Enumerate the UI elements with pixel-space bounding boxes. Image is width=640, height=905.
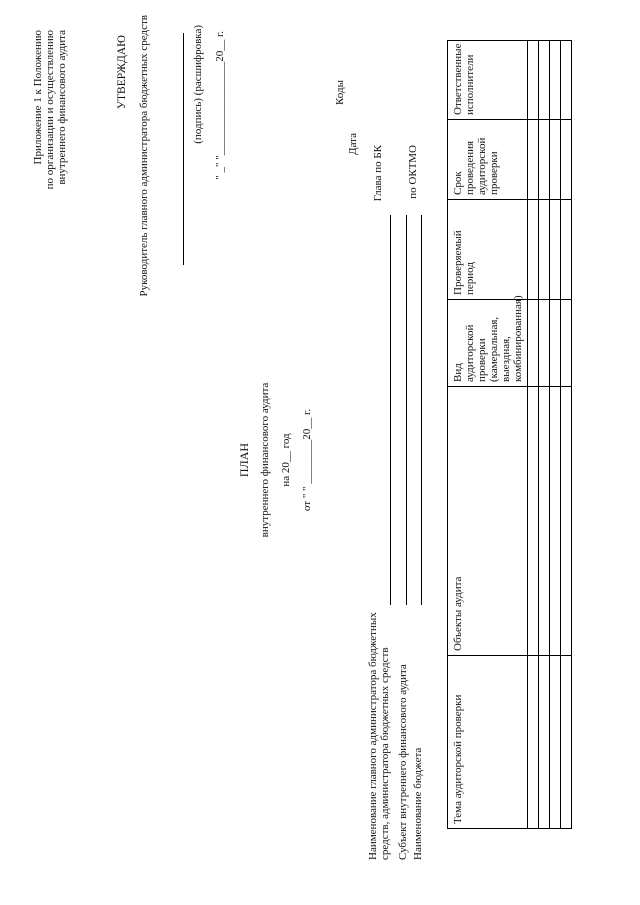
table-cell[interactable]: [539, 300, 550, 387]
plan-date: от " " ________20__ г.: [301, 408, 313, 512]
col-header-topic: Тема аудиторской проверки: [448, 656, 528, 829]
field-admin-label-line-1: Наименование главного администратора бюджетных: [367, 612, 379, 860]
table-cell[interactable]: [539, 200, 550, 300]
table-cell[interactable]: [561, 387, 572, 656]
table-cell[interactable]: [539, 656, 550, 829]
field-admin-line: [390, 215, 391, 605]
approval-date-line: " _" "_________________20__ г.: [214, 31, 226, 180]
codes-header: Коды: [334, 80, 346, 105]
col-header-type: Вид аудиторской проверки (камеральная, выездная, комбинированная): [448, 300, 528, 387]
approve-stamp-text: УТВЕРЖДАЮ: [116, 35, 128, 110]
table-cell[interactable]: [528, 300, 539, 387]
table-cell[interactable]: [528, 41, 539, 120]
table-header-row: [448, 41, 528, 829]
col-header-period: Проверяемый период: [448, 200, 528, 300]
table-cell[interactable]: [528, 656, 539, 829]
audit-plan-table: [447, 40, 572, 829]
table-row: [561, 41, 572, 829]
table-cell[interactable]: [561, 200, 572, 300]
appendix-line-2: по организации и осуществлению: [44, 30, 56, 190]
codes-bk-label: Глава по БК: [372, 145, 384, 202]
plan-year: на 20__ год: [280, 433, 292, 487]
table-cell[interactable]: [561, 656, 572, 829]
table-cell[interactable]: [528, 387, 539, 656]
table-cell[interactable]: [550, 120, 561, 200]
field-budget-line: [421, 215, 422, 605]
col-header-term: Срок проведения аудиторской проверки: [448, 120, 528, 200]
table-cell[interactable]: [539, 41, 550, 120]
codes-date-label: Дата: [347, 133, 359, 155]
table-cell[interactable]: [528, 120, 539, 200]
col-header-objects: Объекты аудита: [448, 387, 528, 656]
table-cell[interactable]: [528, 200, 539, 300]
head-title: Руководитель главного администратора бюджетных средств: [138, 15, 150, 297]
field-budget-label: Наименование бюджета: [412, 747, 424, 860]
table-cell[interactable]: [550, 656, 561, 829]
appendix-line-3: внутреннего финансового аудита: [56, 30, 68, 185]
table-row: [539, 41, 550, 829]
field-subject-label: Субъект внутреннего финансового аудита: [397, 664, 409, 860]
table-cell[interactable]: [561, 41, 572, 120]
signature-line: [183, 33, 184, 265]
table-cell[interactable]: [561, 120, 572, 200]
signature-labels: (подпись) (расшифровка): [192, 25, 204, 144]
plan-title: ПЛАН: [237, 442, 251, 478]
appendix-line-1: Приложение 1 к Положению: [32, 30, 44, 165]
plan-subtitle: внутреннего финансового аудита: [259, 382, 271, 538]
table-cell[interactable]: [561, 300, 572, 387]
table-cell[interactable]: [550, 200, 561, 300]
table-cell[interactable]: [550, 387, 561, 656]
field-subject-line: [406, 215, 407, 605]
table-row: [528, 41, 539, 829]
table-cell[interactable]: [539, 387, 550, 656]
table-cell[interactable]: [550, 41, 561, 120]
col-header-responsible: Ответственные исполнители: [448, 41, 528, 120]
codes-oktmo-label: по ОКТМО: [407, 145, 419, 199]
field-admin-label: [367, 560, 391, 860]
table-cell[interactable]: [550, 300, 561, 387]
table-cell[interactable]: [539, 120, 550, 200]
table-row: [550, 41, 561, 829]
field-admin-label-line-2: средств, администратора бюджетных средств: [379, 647, 391, 860]
appendix-note: [32, 30, 68, 190]
